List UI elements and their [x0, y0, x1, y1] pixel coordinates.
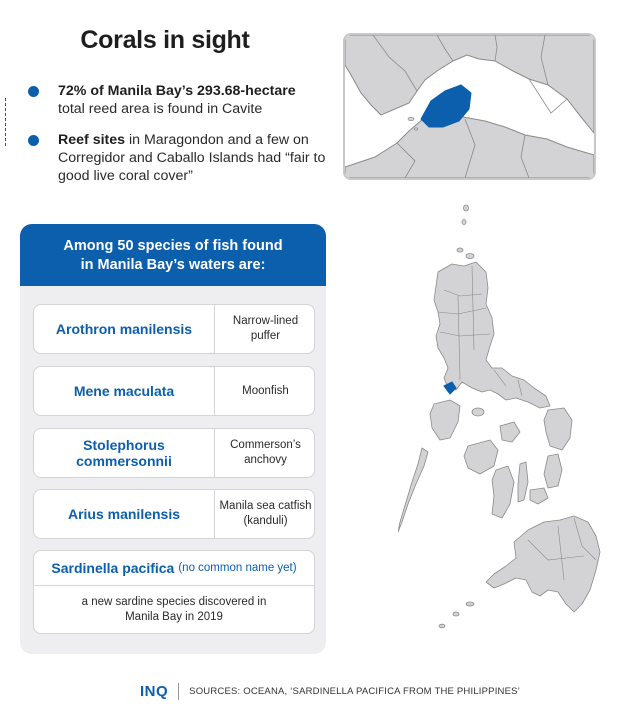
inq-logo: INQ — [140, 682, 169, 700]
fish-scientific-name: Mene maculata — [73, 383, 175, 399]
fish-common-name: Moonfish — [214, 367, 316, 415]
bullet-dot-icon — [28, 86, 39, 97]
panel-heading-line-2: in Manila Bay’s waters are: — [80, 257, 266, 273]
key-facts — [28, 82, 328, 185]
featured-fish-note: (no common name yet) — [178, 562, 297, 574]
fact-reef-sites — [28, 131, 328, 185]
bullet-dot-icon — [28, 135, 39, 146]
fish-common-name: Manila sea catfish (kanduli) — [214, 490, 316, 538]
fact-reed-area-text: total reed area is found in Cavite — [58, 101, 263, 117]
sources-text: SOURCES: OCEANA, ‘SARDINELLA PACIFICA FROM THE PHILIPPINES’ — [189, 685, 521, 697]
fact-reef-sites-text: in Maragondon and a few on Corregidor and Caballo Islands had “fair to good live coral cover” — [58, 132, 326, 184]
cavite-inset-map — [343, 33, 596, 180]
fish-common-name: Narrow-lined puffer — [214, 305, 316, 353]
fact-reed-area-bold: 72% of Manila Bay’s 293.68-hectare — [58, 83, 296, 99]
featured-fish-card — [33, 550, 315, 634]
fish-species-panel — [20, 224, 326, 654]
footer — [140, 682, 520, 700]
philippines-map-graphic — [398, 200, 608, 650]
featured-fish-scientific-name: Sardinella pacifica — [51, 560, 175, 576]
panel-heading — [20, 224, 326, 286]
fact-reed-area — [28, 82, 328, 118]
fish-scientific-name: Stolephorus commersonnii — [76, 437, 172, 469]
page-title: Corals in sight — [80, 26, 250, 54]
fish-common-name: Commerson’s anchovy — [214, 429, 316, 477]
fish-card — [33, 428, 315, 478]
bullet-connector — [5, 98, 6, 146]
fish-card — [33, 366, 315, 416]
panel-heading-line-1: Among 50 species of fish found — [63, 238, 283, 254]
footer-divider — [178, 683, 179, 700]
featured-fish-header — [34, 551, 314, 586]
fish-card — [33, 304, 315, 354]
fish-scientific-name: Arothron manilensis — [55, 321, 193, 337]
fish-card — [33, 489, 315, 539]
featured-fish-description: a new sardine species discovered in Manila Bay in 2019 — [81, 595, 267, 623]
fish-scientific-name: Arius manilensis — [67, 506, 181, 522]
inset-map-graphic — [345, 35, 594, 178]
philippines-map — [398, 200, 608, 650]
fact-reef-sites-bold: Reef sites — [58, 132, 126, 148]
